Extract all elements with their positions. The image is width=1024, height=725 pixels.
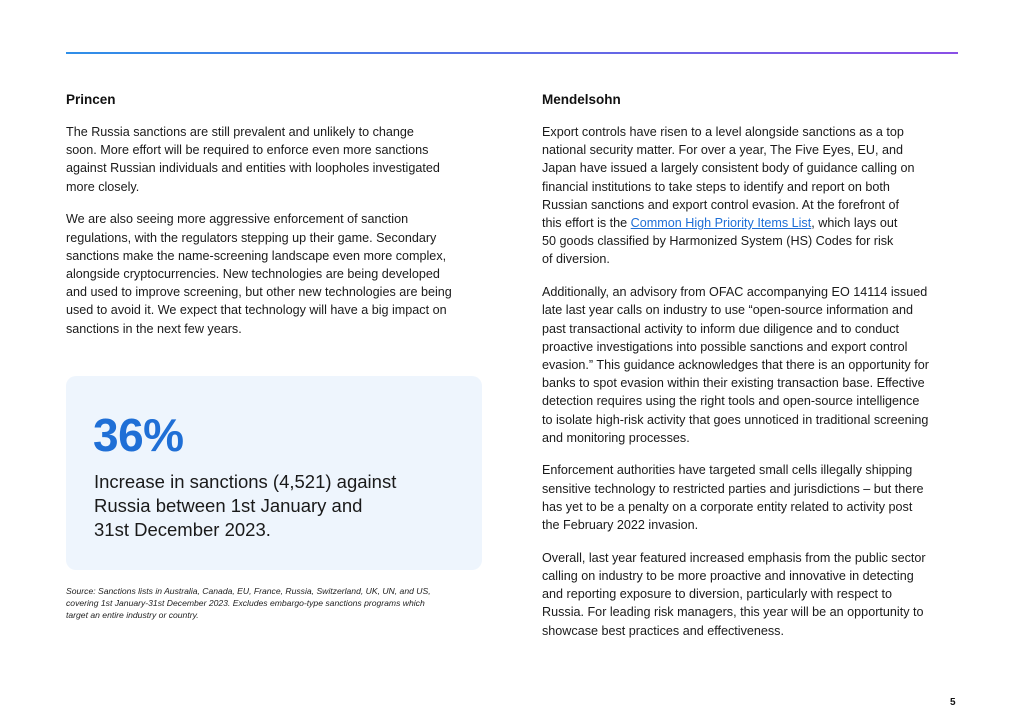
text-line: to isolate high-risk activity that goes unnoticed in traditional screening bbox=[542, 412, 929, 427]
text-line: sanctions in the next few years. bbox=[66, 321, 242, 336]
common-high-priority-items-list-link[interactable]: Common High Priority Items List bbox=[630, 216, 812, 231]
left-column bbox=[66, 91, 484, 338]
text-line: Export controls have risen to a level alongside sanctions as a top bbox=[542, 125, 904, 139]
text-line: The Russia sanctions are still prevalent and unlikely to change bbox=[66, 125, 414, 139]
text-line: Increase in sanctions (4,521) against bbox=[94, 471, 397, 492]
paragraph bbox=[66, 210, 484, 337]
text-line: proactive investigations into possible sanctions and export control bbox=[542, 339, 908, 354]
text-line: and used to improve screening, but other new technologies are being bbox=[66, 285, 452, 300]
text-line: and reporting exposure to diversion, particularly with respect to bbox=[542, 587, 893, 602]
text-line: national security matter. For over a year, The Five Eyes, EU, and bbox=[542, 143, 903, 158]
text-line: sensitive technology to restricted parties and jurisdictions – but there bbox=[542, 481, 924, 496]
text-line: alongside cryptocurrencies. New technologies are being developed bbox=[66, 266, 440, 281]
stat-callout-box bbox=[66, 376, 482, 570]
paragraph bbox=[542, 123, 962, 269]
text-line: late last year calls on industry to use “open-source information and bbox=[542, 303, 914, 318]
paragraph bbox=[542, 549, 962, 640]
paragraph bbox=[66, 123, 484, 196]
stat-description bbox=[94, 470, 396, 542]
text-line: covering 1st January-31st December 2023. Excludes embargo-type sanctions programs which bbox=[66, 598, 425, 608]
text-line: used to avoid it. We expect that technology will have a big impact on bbox=[66, 303, 447, 318]
text-line: target an entire industry or country. bbox=[66, 610, 199, 620]
text-line: soon. More effort will be required to enforce even more sanctions bbox=[66, 143, 429, 158]
text-line: 31st December 2023. bbox=[94, 519, 271, 540]
text-line: Russian sanctions and export control evasion. At the forefront of bbox=[542, 197, 900, 212]
paragraph bbox=[542, 283, 962, 447]
text-line: showcase best practices and effectiveness. bbox=[542, 623, 784, 638]
text-line: Additionally, an advisory from OFAC accompanying EO 14114 issued bbox=[542, 285, 928, 300]
right-column bbox=[542, 91, 962, 640]
text-line: Overall, last year featured increased emphasis from the public sector bbox=[542, 550, 926, 565]
text-line: financial institutions to take steps to identify and report on both bbox=[542, 179, 890, 194]
text-line: past transactional activity to inform due diligence and to conduct bbox=[542, 321, 900, 336]
text-line: regulations, with the regulators stepping up their game. Secondary bbox=[66, 230, 437, 245]
paragraph bbox=[542, 461, 962, 534]
header-rule bbox=[66, 52, 958, 54]
text-line: Enforcement authorities have targeted small cells illegally shipping bbox=[542, 463, 913, 478]
page-number: 5 bbox=[950, 697, 956, 708]
text-line: Russia. For leading risk managers, this year will be an opportunity to bbox=[542, 605, 924, 620]
text-line: evasion.” This guidance acknowledges that there is an opportunity for bbox=[542, 357, 929, 372]
text-line: banks to spot evasion within their existing transaction base. Effective bbox=[542, 376, 925, 391]
text-line: the February 2022 invasion. bbox=[542, 518, 699, 533]
text-line-with-link bbox=[542, 214, 962, 232]
text-line: has yet to be a penalty on a corporate entity related to activity post bbox=[542, 499, 913, 514]
section-heading-mendelsohn: Mendelsohn bbox=[542, 92, 621, 107]
text-fragment: , which lays out bbox=[811, 216, 898, 231]
text-fragment: this effort is the bbox=[542, 216, 631, 231]
text-line: detection requires using the right tools and open-source intelligence bbox=[542, 394, 920, 409]
source-note bbox=[66, 585, 486, 621]
text-line: and monitoring processes. bbox=[542, 430, 690, 445]
text-line: of diversion. bbox=[542, 252, 610, 267]
text-line: against Russian individuals and entities with loopholes investigated bbox=[66, 161, 440, 176]
text-line: Source: Sanctions lists in Australia, Canada, EU, France, Russia, Switzerland, UK, UN, and US, bbox=[66, 586, 431, 596]
text-line: Russia between 1st January and bbox=[94, 495, 363, 516]
text-line: 50 goods classified by Harmonized System (HS) Codes for risk bbox=[542, 234, 894, 249]
text-line: more closely. bbox=[66, 179, 140, 194]
text-line: sanctions make the name-screening landscape even more complex, bbox=[66, 248, 447, 263]
text-line: We are also seeing more aggressive enforcement of sanction bbox=[66, 212, 409, 227]
section-heading-princen: Princen bbox=[66, 92, 116, 107]
text-line: calling on industry to be more proactive and innovative in detecting bbox=[542, 568, 914, 583]
stat-value: 36% bbox=[93, 409, 184, 461]
text-line: Japan have issued a largely consistent body of guidance calling on bbox=[542, 161, 915, 176]
